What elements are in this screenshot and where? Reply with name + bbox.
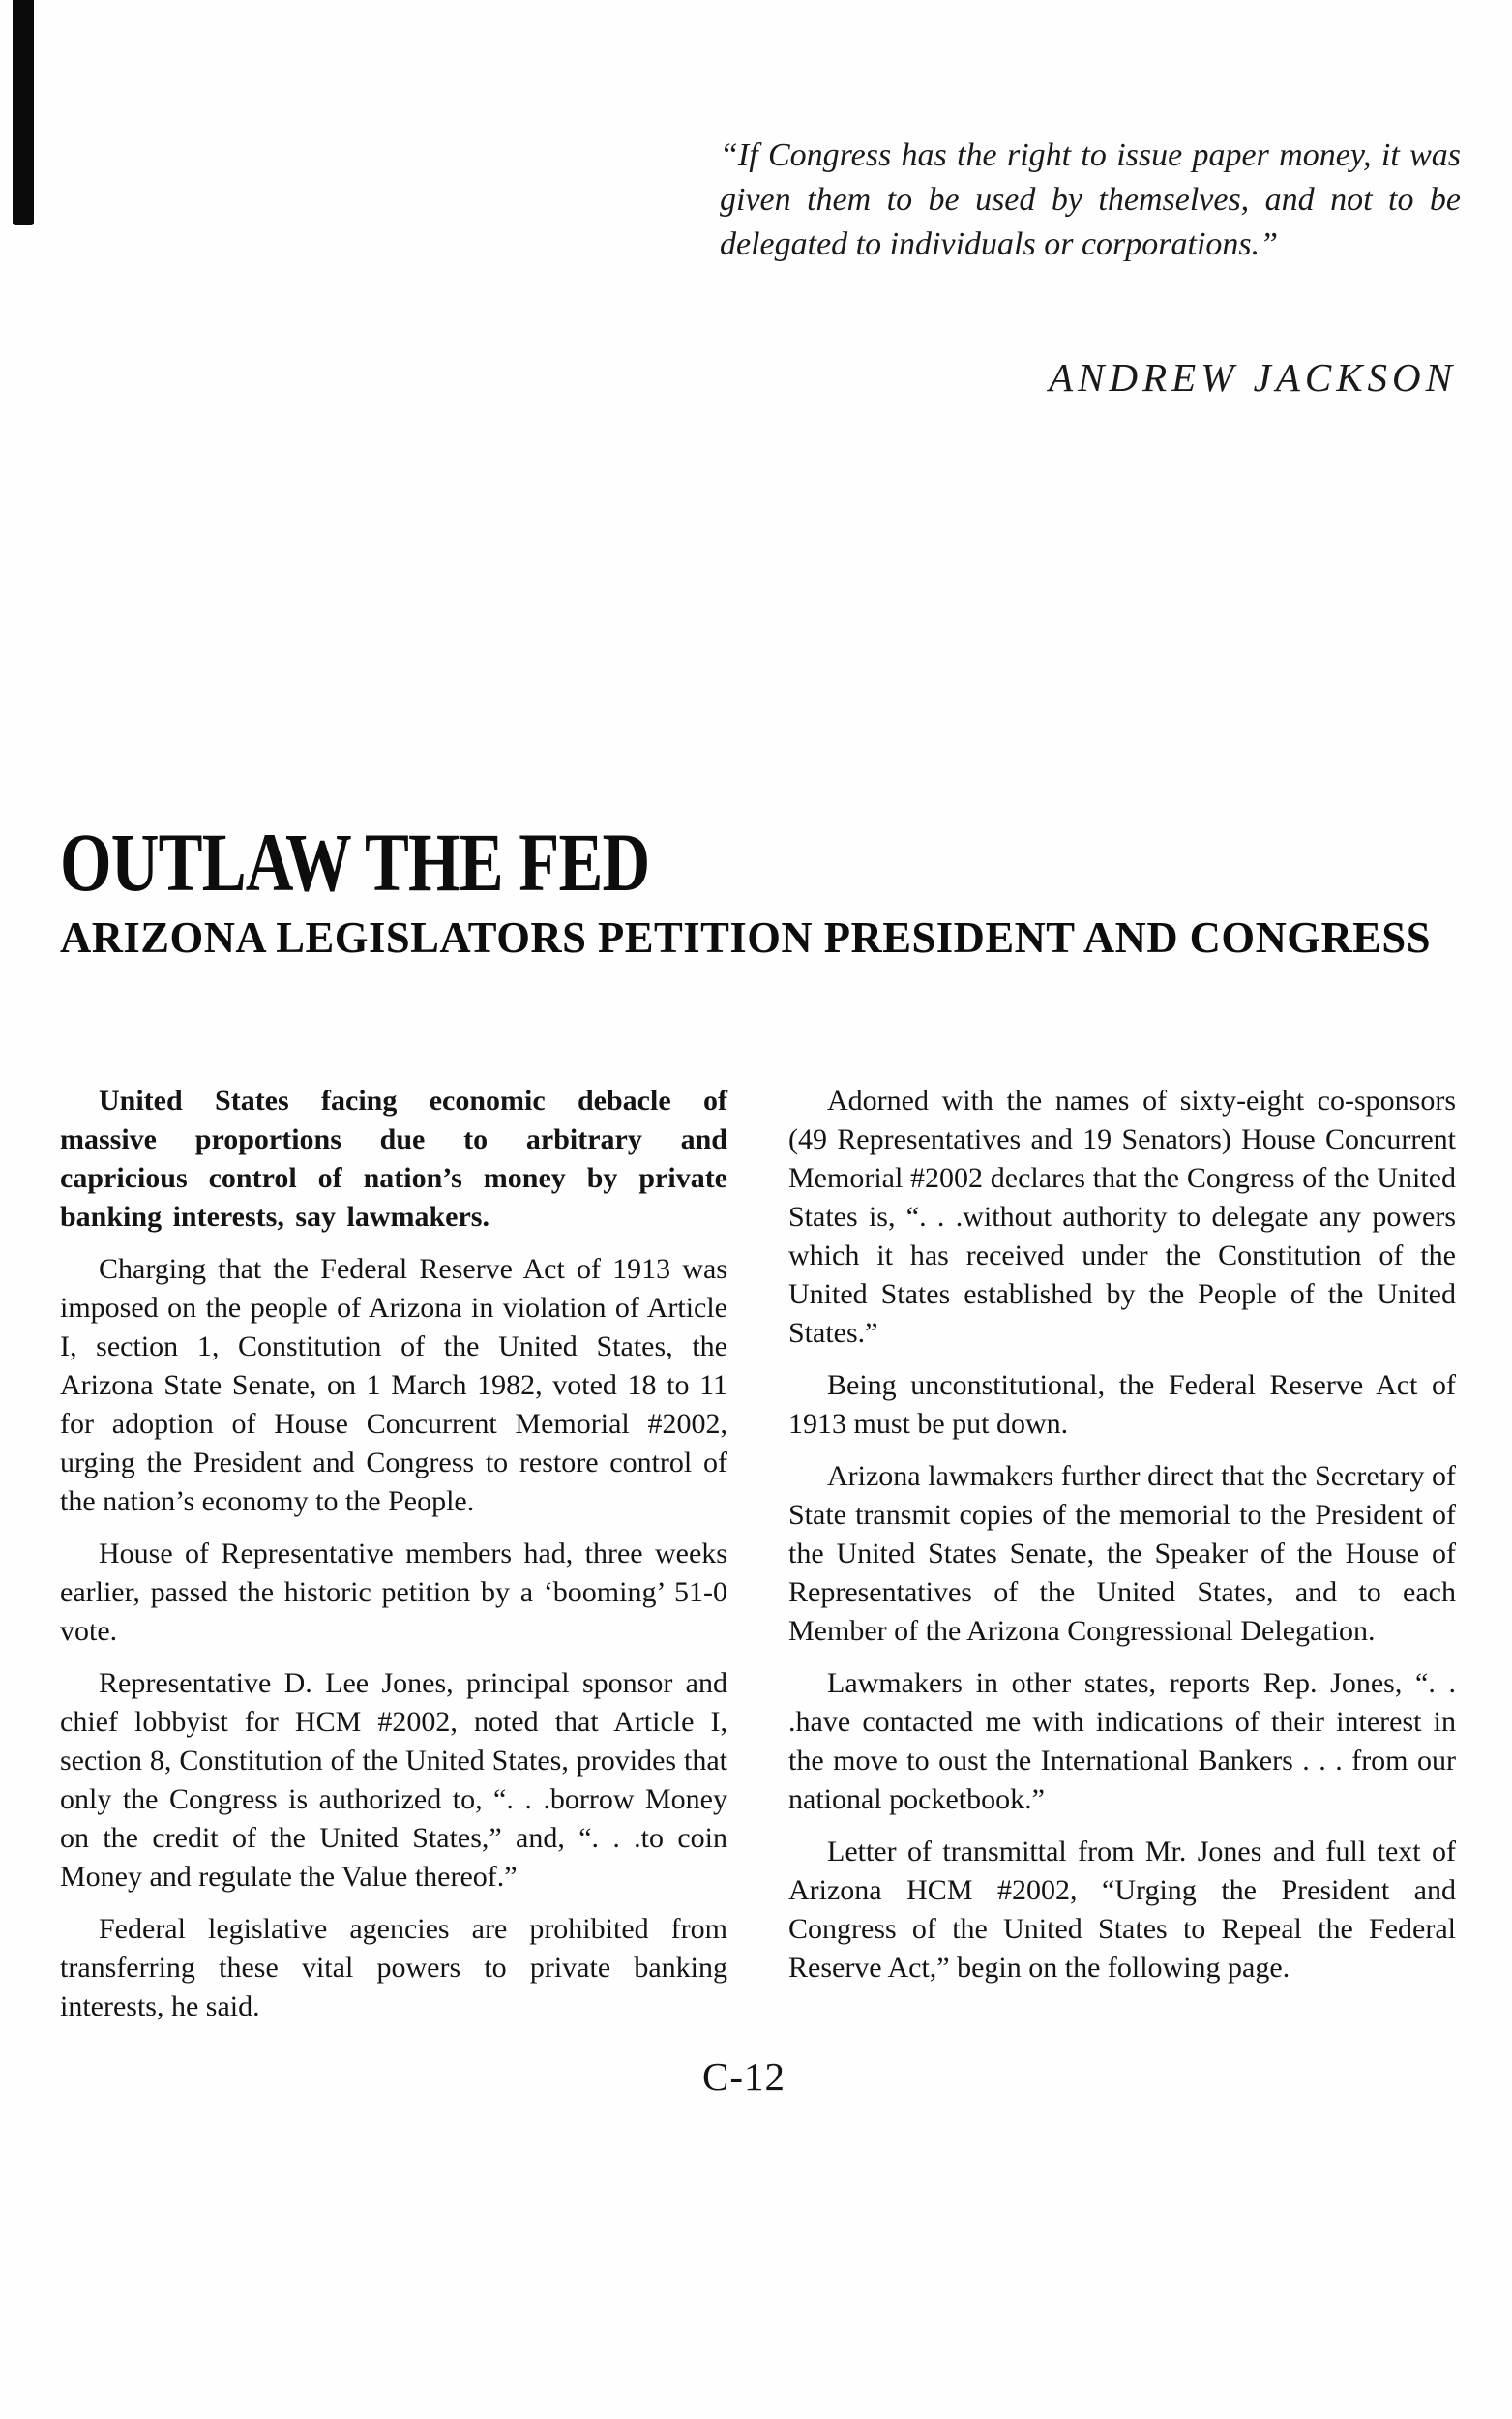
- article-title: OUTLAW THE FED: [60, 816, 650, 909]
- article-paragraph: Lawmakers in other states, reports Rep. Jones, “. . .have contacted me with indications of their interest in the move to oust the International Bankers . . . from our national pocketbook.”: [788, 1667, 1456, 1815]
- quote-attribution: ANDREW JACKSON: [1049, 355, 1457, 400]
- article-body: [60, 1082, 1457, 2040]
- right-column: [788, 1082, 1456, 2040]
- article-paragraph: Federal legislative agencies are prohibited from transferring these vital powers to private banking interests, he said.: [60, 1913, 727, 2022]
- article-paragraph: Charging that the Federal Reserve Act of 1913 was imposed on the people of Arizona in violation of Article I, section 1, Constitution of the United States, the Arizona State Senate, on 1 March 1982, voted 18 to 11 for adoption of House Concurrent Memorial #2002, urging the President and Congress to restore control of the nation’s economy to the People.: [60, 1253, 727, 1517]
- page-number: C-12: [702, 2054, 786, 2099]
- left-column: [60, 1082, 727, 2040]
- article-paragraph: Being unconstitutional, the Federal Reserve Act of 1913 must be put down.: [788, 1369, 1456, 1440]
- article-paragraph: Representative D. Lee Jones, principal sponsor and chief lobbyist for HCM #2002, noted that Article I, section 8, Constitution of the United States, provides that only the Congress is authorized to, “. . .borrow Money on the credit of the United States,” and, “. . .to coin Money and regulate the Value thereof.”: [60, 1667, 727, 1893]
- article-paragraph-lead: United States facing economic debacle of massive proportions due to arbitrary and capricious control of nation’s money by private banking interests, say lawmakers.: [60, 1085, 727, 1233]
- article-subtitle: ARIZONA LEGISLATORS PETITION PRESIDENT AND CONGRESS: [60, 912, 1432, 962]
- article-paragraph: House of Representative members had, three weeks earlier, passed the historic petition by a ‘booming’ 51-0 vote.: [60, 1538, 727, 1647]
- article-paragraph: Arizona lawmakers further direct that the Secretary of State transmit copies of the memorial to the President of the United States Senate, the Speaker of the House of Representatives of the United States, and to each Member of the Arizona Congressional Delegation.: [788, 1460, 1456, 1647]
- article-paragraph: Adorned with the names of sixty-eight co-sponsors (49 Representatives and 19 Senators) House Concurrent Memorial #2002 declares that the Congress of the United States is, “. . .without authority to delegate any powers which it has received under the Constitution of the United States established by the People of the United States.”: [788, 1085, 1456, 1349]
- scan-artifact-bar: [13, 0, 34, 225]
- article-paragraph: Letter of transmittal from Mr. Jones and full text of Arizona HCM #2002, “Urging the President and Congress of the United States to Repeal the Federal Reserve Act,” begin on the following page.: [788, 1836, 1456, 1984]
- epigraph-quote: “If Congress has the right to issue paper money, it was given them to be used by themselves, and not to be delegated to individuals or corporations.”: [720, 137, 1461, 262]
